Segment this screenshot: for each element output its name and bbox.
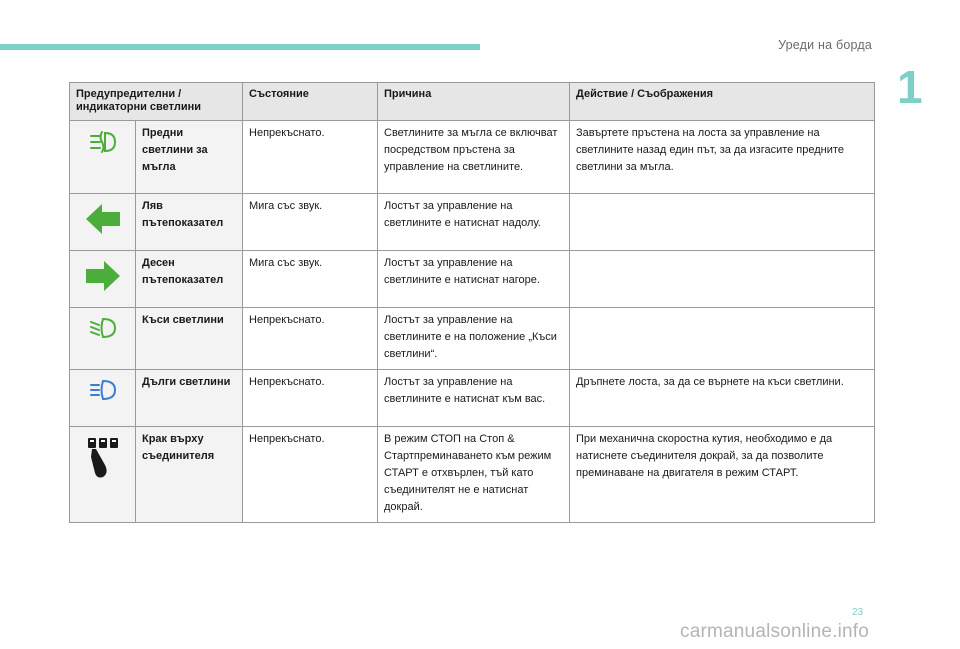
light-name: Дълги светлини — [136, 370, 243, 427]
icon-cell — [70, 308, 136, 370]
column-header-state: Състояние — [243, 83, 378, 121]
light-name: Ляв пътепоказател — [136, 194, 243, 251]
light-name: Предни светлини за мъгла — [136, 121, 243, 194]
table-header-row — [70, 83, 875, 121]
icon-cell — [70, 427, 136, 523]
column-header-action: Действие / Съображения — [570, 83, 875, 121]
front-fog-light-icon — [88, 129, 118, 161]
light-name: Крак върху съединителя — [136, 427, 243, 523]
table-row — [70, 194, 875, 251]
cause-cell: Лостът за управление на светлините е натиснат надолу. — [378, 194, 570, 251]
state-cell: Непрекъснато. — [243, 121, 378, 194]
chapter-number: 1 — [897, 61, 923, 113]
state-cell: Непрекъснато. — [243, 308, 378, 370]
table-row — [70, 427, 875, 523]
action-cell: Дръпнете лоста, за да се върнете на къси светлини. — [570, 370, 875, 427]
clutch-pedal-icon — [83, 435, 123, 487]
right-turn-signal-icon — [84, 259, 122, 299]
table-row — [70, 121, 875, 194]
action-cell: При механична скоростна кутия, необходимо е да натиснете съединителя докрай, за да позволите преминаване на двигателя в режим СТАРТ. — [570, 427, 875, 523]
warning-lights-table — [69, 82, 875, 523]
watermark: carmanualsonline.info — [680, 621, 870, 642]
icon-cell — [70, 370, 136, 427]
light-name: Къси светлини — [136, 308, 243, 370]
action-cell — [570, 194, 875, 251]
state-cell: Мига със звук. — [243, 251, 378, 308]
cause-cell: Лостът за управление на светлините е натиснат към вас. — [378, 370, 570, 427]
icon-cell — [70, 121, 136, 194]
action-cell — [570, 308, 875, 370]
light-name: Десен пътепоказател — [136, 251, 243, 308]
cause-cell: Лостът за управление на светлините е на положение „Къси светлини“. — [378, 308, 570, 370]
column-header-cause: Причина — [378, 83, 570, 121]
dipped-beam-icon — [88, 316, 118, 346]
page-number: 23 — [852, 607, 864, 618]
main-beam-icon — [88, 378, 118, 408]
table-row — [70, 308, 875, 370]
left-turn-signal-icon — [84, 202, 122, 242]
icon-cell — [70, 251, 136, 308]
action-cell: Завъртете пръстена на лоста за управление на светлините назад един път, за да изгасите предните светлини за мъгла. — [570, 121, 875, 194]
cause-cell: Лостът за управление на светлините е натиснат нагоре. — [378, 251, 570, 308]
state-cell: Непрекъснато. — [243, 370, 378, 427]
section-title: Уреди на борда — [778, 38, 872, 52]
action-cell — [570, 251, 875, 308]
table-row — [70, 370, 875, 427]
header-accent-bar — [0, 44, 480, 50]
column-header-lights: Предупредителни / индикаторни светлини — [70, 83, 243, 121]
cause-cell: В режим СТОП на Стоп & Стартпреминаването към режим СТАРТ е отхвърлен, тъй като съединителят не е натиснат докрай. — [378, 427, 570, 523]
state-cell: Мига със звук. — [243, 194, 378, 251]
icon-cell — [70, 194, 136, 251]
state-cell: Непрекъснато. — [243, 427, 378, 523]
table-row — [70, 251, 875, 308]
cause-cell: Светлините за мъгла се включват посредством пръстена за управление на светлините. — [378, 121, 570, 194]
